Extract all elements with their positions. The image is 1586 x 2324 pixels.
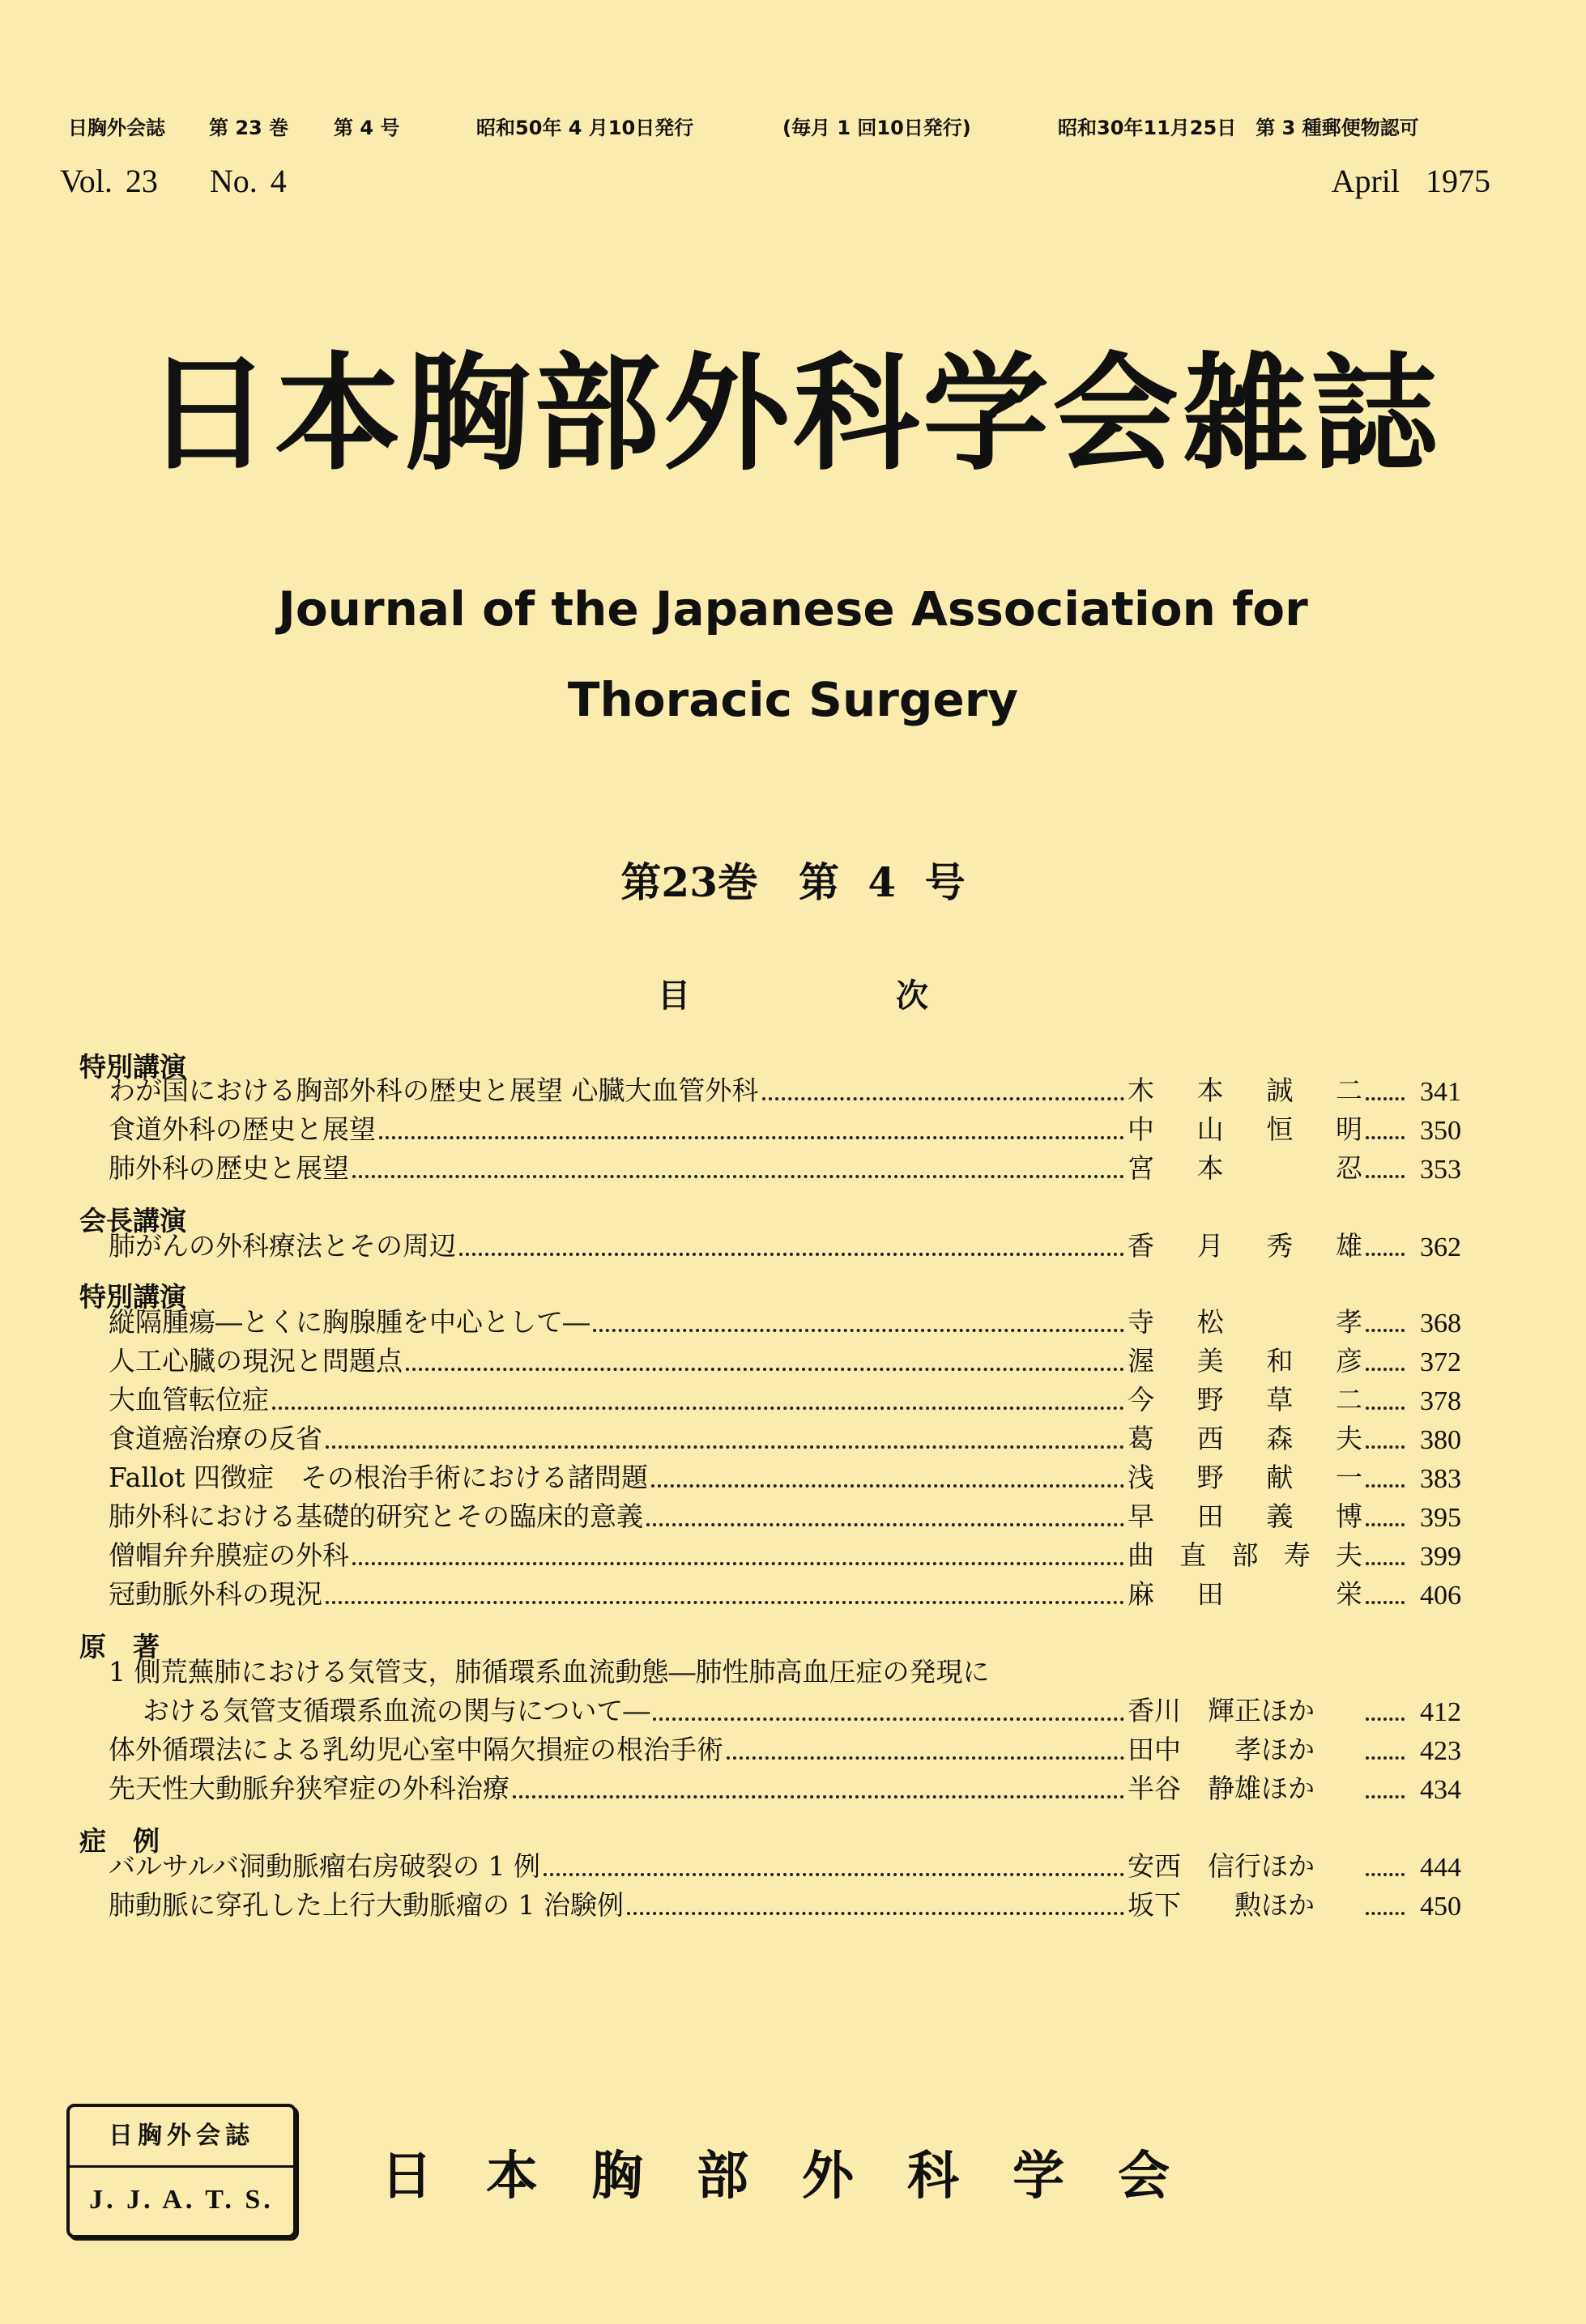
toc-entry [109,1885,1461,1922]
dot-leader [352,1175,1124,1178]
entry-page: 450 [1420,1892,1461,1922]
entry-page: 399 [1420,1542,1461,1572]
entry-page: 423 [1420,1736,1461,1766]
dot-leader [352,1562,1124,1565]
entry-title: 人工心臓の現況と問題点 [109,1345,403,1377]
entry-page: 362 [1420,1232,1461,1262]
stamp-jp-abbr: 日胸外会誌 [70,2107,293,2168]
entry-title: 食道外科の歴史と展望 [109,1113,376,1145]
toc-entry [109,1148,1461,1185]
entry-author: 香川 輝正ほか [1128,1695,1315,1726]
entry-page: 341 [1420,1077,1461,1107]
dot-leader [379,1136,1124,1139]
toc-entry-line1 [109,1652,1461,1689]
entry-author: 坂下 勲ほか [1128,1889,1315,1921]
entry-author: 田中 孝ほか [1128,1734,1315,1765]
dot-leader [1366,1795,1405,1798]
entry-title: 肺がんの外科療法とその周辺 [109,1230,456,1262]
toc-entry [109,1458,1461,1495]
dot-leader [544,1873,1124,1876]
entry-title: 肺動脈に穿孔した上行大動脈瘤の 1 治験例 [109,1889,624,1921]
dot-leader [326,1445,1124,1449]
dot-leader [272,1407,1124,1410]
dot-leader [646,1523,1124,1526]
volume-en: Vol. 23 [60,163,158,199]
toc-entry [143,1691,1461,1728]
toc-entry [109,1109,1461,1147]
entry-page: 378 [1420,1386,1461,1416]
toc-entry [109,1846,1461,1883]
entry-page: 372 [1420,1347,1461,1377]
publisher-name: 日本胸部外科学会 [381,2147,1223,2207]
toc-entry [109,1341,1461,1378]
volume-number-jp: 第 23 巻 [209,117,289,139]
dot-leader [627,1912,1124,1915]
dot-leader [326,1601,1124,1604]
dot-leader [1366,1523,1405,1526]
toc-heading: 目 次 [658,977,1025,1015]
section-heading: 会長講演 [79,1205,186,1236]
entry-author: 浅野献一 [1128,1462,1362,1493]
dot-leader [459,1253,1124,1256]
dot-leader [1366,1136,1405,1139]
toc-entry [109,1535,1461,1573]
volume-issue-en [60,162,287,200]
journal-title-jp: 日本胸部外科学会雑誌 [145,340,1441,487]
dot-leader [653,1717,1124,1721]
toc-entry [109,1302,1461,1339]
entry-title: Fallot 四徴症 その根治手術における諸問題 [109,1462,649,1493]
dot-leader [406,1368,1124,1371]
entry-title: 縦隔腫瘍―とくに胸腺腫を中心として― [109,1306,590,1338]
publication-date-jp: 昭和50年 4 月10日発行 [476,117,694,139]
entry-author: 半谷 静雄ほか [1128,1773,1315,1804]
section-heading: 特別講演 [79,1281,186,1313]
entry-page: 395 [1420,1503,1461,1533]
issue-number-jp: 第 4 号 [334,117,400,139]
entry-title: 食道癌治療の反省 [109,1423,322,1454]
entry-author: 安西 信行ほか [1128,1850,1315,1882]
entry-page: 350 [1420,1116,1461,1146]
section-heading: 原 著 [79,1631,160,1662]
toc-entry [109,1226,1461,1263]
entry-title: 体外循環法による乳幼児心室中隔欠損症の根治手術 [109,1734,723,1765]
journal-title-en-line2: Thoracic Surgery [567,672,1019,727]
dot-leader [513,1795,1124,1798]
postal-permit: 昭和30年11月25日 第 3 種郵便物認可 [1058,117,1419,139]
entry-title: 先天性大動脈弁狭窄症の外科治療 [109,1773,509,1804]
entry-title-continued: おける気管支循環系血流の関与について― [143,1695,650,1726]
entry-author: 今野草二 [1128,1384,1362,1415]
entry-author: 木本誠二 [1128,1075,1362,1106]
entry-page: 412 [1420,1697,1461,1727]
dot-leader [1366,1912,1405,1915]
dot-leader [1366,1329,1405,1332]
dot-leader [1366,1445,1405,1449]
dot-leader [1366,1407,1405,1410]
toc-entry [109,1769,1461,1806]
toc-entry [109,1070,1461,1108]
dot-leader [1366,1175,1405,1178]
stamp-en-abbr: J. J. A. T. S. [89,2185,274,2215]
entry-author: 早田義博 [1128,1500,1362,1532]
issue-label: 第23巻 第 4 号 [620,858,966,906]
entry-title: 肺外科における基礎的研究とその臨床的意義 [109,1500,643,1532]
entry-page: 444 [1420,1853,1461,1883]
entry-page: 353 [1420,1155,1461,1185]
dot-leader [651,1484,1124,1488]
entry-title: 肺外科の歴史と展望 [109,1152,349,1184]
journal-title-en-line1: Journal of the Japanese Association for [278,581,1308,636]
dot-leader [727,1756,1124,1760]
entry-author: 曲直部寿夫 [1128,1539,1362,1571]
toc-entry [109,1419,1461,1456]
entry-title: 1 側荒蕪肺における気管支，肺循環系血流動態―肺性肺高血圧症の発現に [109,1656,990,1688]
dot-leader [1366,1601,1405,1604]
entry-page: 434 [1420,1775,1461,1805]
entry-title: わが国における胸部外科の歴史と展望 心臓大血管外科 [109,1075,759,1106]
entry-page: 383 [1420,1464,1461,1494]
entry-author: 麻田 栄 [1128,1578,1362,1610]
dot-leader [1366,1717,1405,1721]
toc-entry [109,1380,1461,1417]
toc-entry [109,1574,1461,1611]
entry-title: 大血管転位症 [109,1384,269,1415]
dot-leader [1366,1756,1405,1760]
entry-title: バルサルバ洞動脈瘤右房破裂の 1 例 [109,1850,541,1882]
date-en: April 1975 [1331,163,1490,199]
dot-leader [762,1097,1125,1100]
entry-page: 380 [1420,1425,1461,1455]
toc-entry [109,1496,1461,1534]
dot-leader [1366,1253,1405,1256]
entry-author: 宮本 忍 [1128,1152,1362,1184]
number-en: No. 4 [209,163,287,199]
dot-leader [1366,1368,1405,1371]
dot-leader [1366,1097,1405,1100]
journal-abbreviation: 日胸外会誌 [68,117,165,139]
entry-author: 葛西森夫 [1128,1423,1362,1454]
entry-page: 368 [1420,1309,1461,1339]
dot-leader [1366,1484,1405,1488]
entry-title: 冠動脈外科の現況 [109,1578,322,1610]
toc-entry [109,1730,1461,1767]
publication-frequency: (毎月 1 回10日発行) [782,117,971,139]
entry-author: 香月秀雄 [1128,1230,1362,1262]
entry-author: 寺松 孝 [1128,1306,1362,1338]
entry-author: 中山恒明 [1128,1113,1362,1145]
dot-leader [593,1329,1124,1332]
entry-title: 僧帽弁弁膜症の外科 [109,1539,349,1571]
section-heading: 症 例 [79,1825,160,1857]
entry-author: 渥美和彦 [1128,1345,1362,1377]
entry-page: 406 [1420,1581,1461,1611]
section-heading: 特別講演 [79,1051,186,1083]
dot-leader [1366,1873,1405,1876]
journal-abbreviation-stamp [66,2104,296,2238]
dot-leader [1366,1562,1405,1565]
